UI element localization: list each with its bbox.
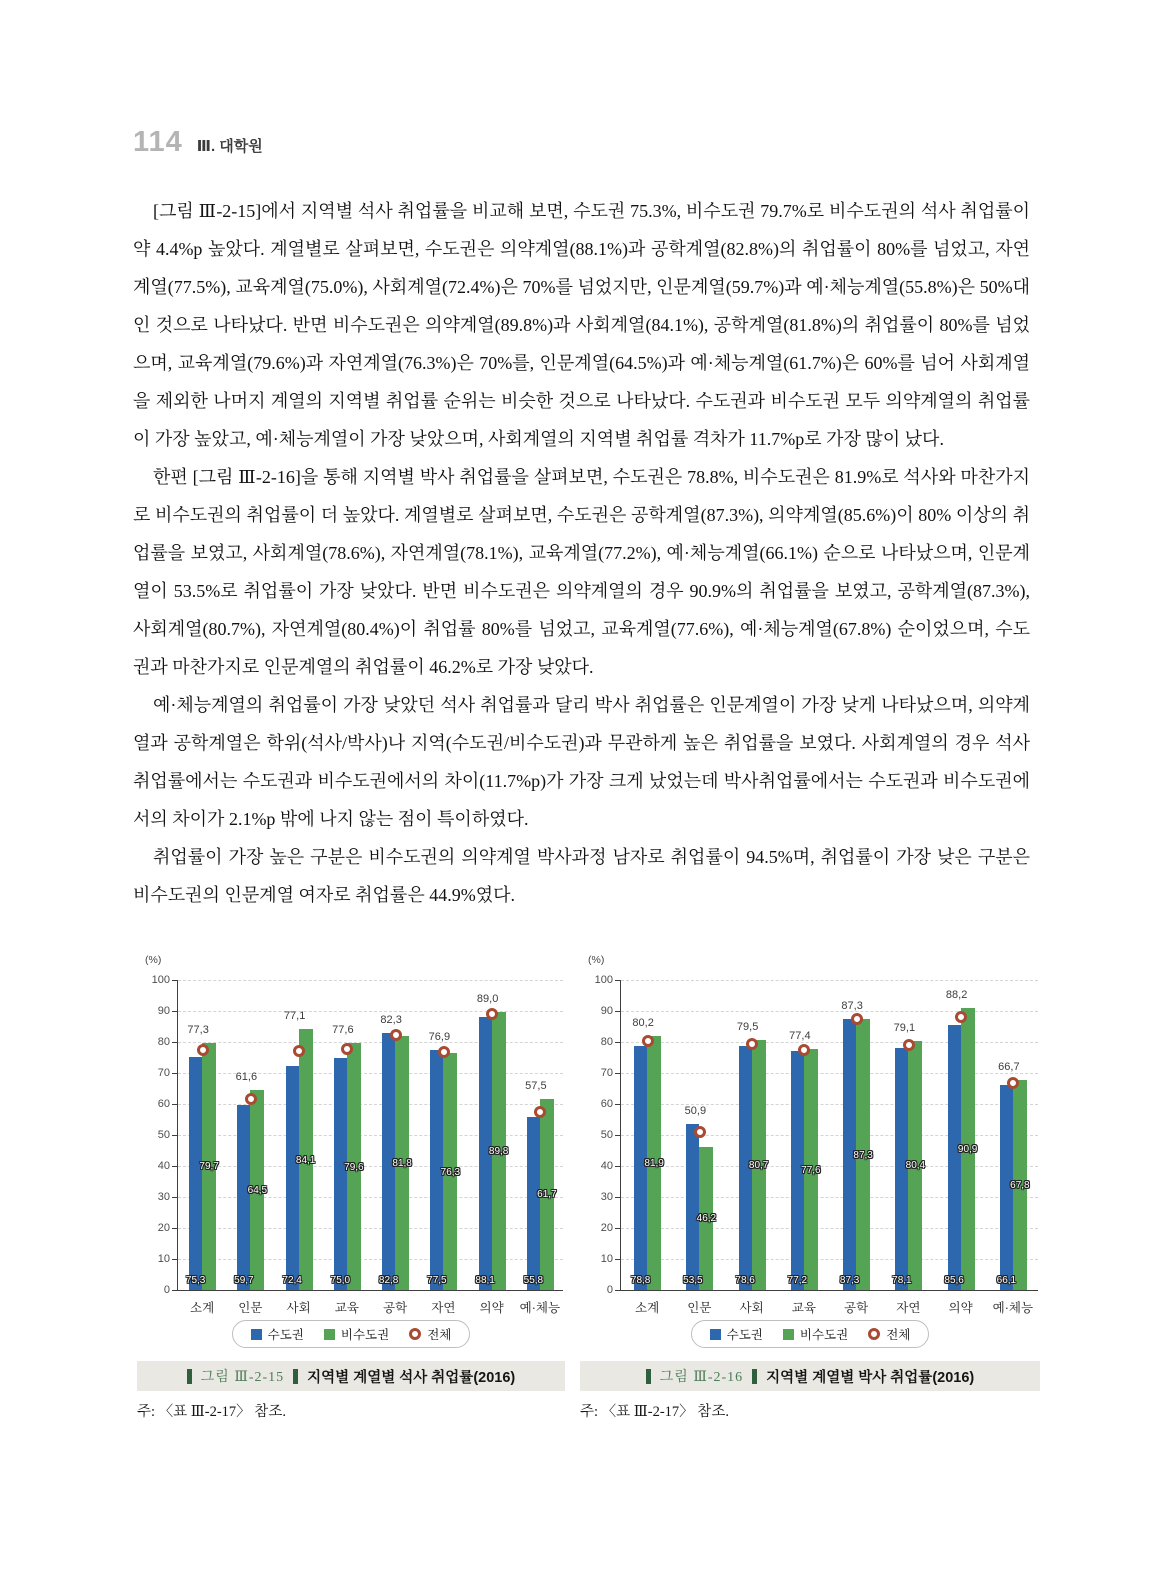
bar-수도권 bbox=[189, 1057, 202, 1290]
y-axis-tick bbox=[615, 1259, 621, 1260]
y-axis-tick bbox=[615, 980, 621, 981]
gridline bbox=[621, 1259, 1038, 1260]
bar-value-label: 75,3 bbox=[185, 1275, 206, 1286]
bar-value-label: 88,1 bbox=[475, 1275, 495, 1286]
y-axis-tick bbox=[615, 1135, 621, 1136]
caption-accent-bar bbox=[187, 1369, 192, 1384]
y-axis-tick bbox=[615, 1290, 621, 1291]
legend-item-수도권 bbox=[251, 1325, 304, 1343]
gridline bbox=[621, 1197, 1038, 1198]
total-marker bbox=[694, 1126, 706, 1138]
category-label: 교육 bbox=[791, 1301, 816, 1315]
y-tick-label: 70 bbox=[600, 1067, 613, 1079]
y-tick-label: 70 bbox=[157, 1067, 170, 1079]
category-label: 의약 bbox=[948, 1301, 973, 1315]
total-marker bbox=[955, 1011, 967, 1023]
gridline bbox=[621, 1228, 1038, 1229]
legend-label: 수도권 bbox=[726, 1328, 763, 1342]
legend-item-전체 bbox=[868, 1325, 910, 1343]
total-value-label: 57,5 bbox=[525, 1079, 547, 1092]
y-axis-tick bbox=[615, 1104, 621, 1105]
body-text bbox=[133, 192, 1030, 914]
bar-value-label: 89,8 bbox=[488, 1145, 509, 1157]
gridline bbox=[621, 1135, 1038, 1136]
bar-value-label: 87,3 bbox=[839, 1275, 860, 1286]
paragraph-2: 한편 [그림 Ⅲ-2-16]을 통해 지역별 박사 취업률을 살펴보면, 수도권은 78.8%, 비수도권은 81.9%로 석사와 마찬가지로 비수도권의 취업률이 더 높았다. 계열별로 살펴보면, 수도권은 공학계열(87.3%), 의약계열(85.6%)이 80% 이상의 취업률을 보였고, 사회계열(78.6%), 자연계열(78.1%), 교육계열(77.2%), 예·체능계열(66.1%) 순으로 나타났으며, 인문계열이 53.5%로 취업률이 가장 낮았다. 반면 비수도권은 의약계열의 경우 90.9%의 취업률을 보였고, 공학계열(87.3%), 사회계열(80.7%), 자연계열(80.4%)이 취업률 80%를 넘었고, 교육계열(77.6%), 예·체능계열(67.8%) 순이었으며, 수도권과 마찬가지로 인문계열의 취업률이 46.2%로 가장 낮았다. bbox=[133, 467, 1030, 677]
figure-title: 지역별 계열별 박사 취업률(2016) bbox=[766, 1369, 975, 1386]
total-value-label: 77,3 bbox=[187, 1023, 209, 1036]
legend-circle-swatch bbox=[868, 1328, 880, 1340]
paragraph-3: 예·체능계열의 취업률이 가장 낮았던 석사 취업률과 달리 박사 취업률은 인문계열이 가장 낮게 나타났으며, 의약계열과 공학계열은 학위(석사/박사)나 지역(수도권/비수도권)과 무관하게 높은 취업률을 보였다. 사회계열의 경우 석사취업률에서는 수도권과 비수도권에서의 차이(11.7%p)가 가장 크게 났었는데 박사취업률에서는 수도권과 비수도권에서의 차이가 2.1%p 밖에 나지 않는 점이 특이하였다. bbox=[133, 695, 1030, 829]
section-title: Ⅲ. 대학원 bbox=[196, 138, 263, 155]
y-axis-unit-label: (%) bbox=[145, 954, 162, 966]
bar-value-label: 87,3 bbox=[853, 1149, 873, 1161]
y-tick-label: 50 bbox=[157, 1129, 170, 1141]
legend-row bbox=[137, 1320, 565, 1348]
bar-value-label: 53,5 bbox=[683, 1275, 703, 1286]
bar-value-label: 72,4 bbox=[282, 1275, 302, 1286]
total-marker bbox=[197, 1044, 209, 1056]
figure-masters-employment bbox=[137, 953, 565, 1421]
bar-value-label: 59,7 bbox=[234, 1275, 254, 1286]
total-value-label: 82,3 bbox=[380, 1014, 402, 1027]
y-tick-label: 20 bbox=[600, 1222, 613, 1234]
bar-수도권 bbox=[527, 1117, 540, 1290]
figure-caption bbox=[137, 1361, 565, 1391]
figure-word: 그림 bbox=[659, 1370, 689, 1385]
y-axis-tick bbox=[615, 1166, 621, 1167]
bar-value-label: 61,7 bbox=[537, 1189, 557, 1201]
y-tick-label: 90 bbox=[157, 1005, 170, 1017]
bar-value-label: 67,8 bbox=[1010, 1179, 1030, 1191]
total-marker bbox=[245, 1093, 257, 1105]
y-axis-tick bbox=[172, 1166, 178, 1167]
bar-value-label: 85,6 bbox=[944, 1275, 964, 1286]
bar-value-label: 79,7 bbox=[199, 1161, 219, 1173]
total-value-label: 88,2 bbox=[945, 989, 968, 1002]
legend-square-swatch bbox=[324, 1329, 335, 1340]
caption-accent-bar bbox=[646, 1369, 651, 1384]
figure-note: 주: 〈표 Ⅲ-2-17〉 참조. bbox=[137, 1404, 286, 1420]
bar-value-label: 75,0 bbox=[330, 1275, 351, 1286]
y-tick-label: 80 bbox=[157, 1036, 170, 1048]
figure-word: 그림 bbox=[200, 1370, 230, 1385]
y-tick-label: 20 bbox=[157, 1222, 170, 1234]
total-value-label: 79,5 bbox=[736, 1020, 759, 1033]
bar-value-label: 82,8 bbox=[378, 1275, 399, 1286]
legend-item-수도권 bbox=[710, 1325, 763, 1343]
y-axis-tick bbox=[172, 1228, 178, 1229]
y-axis-tick bbox=[172, 1011, 178, 1012]
y-tick-label: 0 bbox=[163, 1284, 170, 1296]
total-value-label: 87,3 bbox=[841, 1000, 863, 1013]
category-label: 예·체능 bbox=[992, 1301, 1034, 1315]
y-tick-label: 0 bbox=[606, 1284, 613, 1296]
y-axis-unit-label: (%) bbox=[588, 954, 605, 966]
y-tick-label: 10 bbox=[157, 1253, 170, 1265]
plot-area bbox=[151, 974, 563, 1315]
category-label: 소계 bbox=[190, 1301, 215, 1315]
gridline bbox=[621, 980, 1038, 981]
y-axis-tick bbox=[615, 1073, 621, 1074]
legend-item-비수도권 bbox=[324, 1325, 389, 1343]
total-value-label: 66,7 bbox=[998, 1060, 1020, 1073]
legend-circle-swatch bbox=[409, 1328, 421, 1340]
masters-employment-chart bbox=[137, 953, 565, 1318]
y-axis-tick bbox=[172, 980, 178, 981]
caption-accent-bar bbox=[752, 1369, 757, 1384]
bar-value-label: 76,3 bbox=[440, 1166, 461, 1178]
legend-row bbox=[580, 1320, 1040, 1348]
y-tick-label: 30 bbox=[157, 1191, 170, 1203]
y-axis-tick bbox=[172, 1042, 178, 1043]
y-axis-tick bbox=[172, 1290, 178, 1291]
y-axis-tick bbox=[615, 1042, 621, 1043]
bar-수도권 bbox=[237, 1105, 250, 1290]
total-marker bbox=[746, 1038, 758, 1050]
total-marker bbox=[851, 1013, 863, 1025]
y-tick-label: 60 bbox=[600, 1098, 613, 1110]
gridline bbox=[178, 980, 563, 981]
total-value-label: 50,9 bbox=[684, 1105, 707, 1118]
legend-square-swatch bbox=[710, 1329, 721, 1340]
category-label: 자연 bbox=[431, 1301, 456, 1315]
y-tick-label: 40 bbox=[157, 1160, 170, 1172]
category-label: 사회 bbox=[286, 1301, 311, 1315]
legend-label: 비수도권 bbox=[340, 1328, 390, 1342]
total-value-label: 80,2 bbox=[632, 1017, 654, 1030]
y-tick-label: 100 bbox=[151, 974, 170, 986]
bar-value-label: 79,6 bbox=[344, 1161, 364, 1173]
bar-수도권 bbox=[286, 1066, 299, 1290]
legend-label: 전체 bbox=[886, 1328, 911, 1342]
bar-수도권 bbox=[334, 1058, 347, 1291]
legend-item-전체 bbox=[409, 1325, 451, 1343]
legend-label: 수도권 bbox=[267, 1328, 304, 1342]
total-marker bbox=[903, 1039, 915, 1051]
figure-number: Ⅲ-2-16 bbox=[693, 1370, 744, 1385]
y-tick-label: 60 bbox=[157, 1098, 170, 1110]
y-tick-label: 10 bbox=[600, 1253, 613, 1265]
legend-label: 전체 bbox=[427, 1328, 452, 1342]
chart-legend bbox=[691, 1320, 930, 1348]
caption-accent-bar bbox=[293, 1369, 298, 1384]
category-label: 사회 bbox=[739, 1301, 764, 1315]
page-number: 114 bbox=[133, 126, 183, 158]
bar-value-label: 81,8 bbox=[392, 1158, 412, 1170]
doctors-employment-chart bbox=[580, 953, 1040, 1318]
y-axis-tick bbox=[172, 1135, 178, 1136]
paragraph-4: 취업률이 가장 높은 구분은 비수도권의 의약계열 박사과정 남자로 취업률이 94.5%며, 취업률이 가장 낮은 구분은 비수도권의 인문계열 여자로 취업률은 44.9%였다. bbox=[133, 847, 1030, 905]
bar-value-label: 77,6 bbox=[801, 1164, 821, 1176]
legend-item-비수도권 bbox=[783, 1325, 848, 1343]
bar-수도권 bbox=[948, 1025, 961, 1290]
legend-square-swatch bbox=[783, 1329, 794, 1340]
y-axis-tick bbox=[615, 1197, 621, 1198]
y-tick-label: 40 bbox=[600, 1160, 613, 1172]
category-label: 예·체능 bbox=[519, 1301, 561, 1315]
bar-value-label: 80,7 bbox=[748, 1159, 769, 1171]
total-value-label: 61,6 bbox=[235, 1071, 258, 1084]
bar-value-label: 77,5 bbox=[427, 1275, 447, 1286]
legend-label: 비수도권 bbox=[799, 1328, 849, 1342]
bar-value-label: 81,9 bbox=[644, 1158, 664, 1170]
bar-value-label: 77,2 bbox=[787, 1275, 808, 1286]
category-label: 공학 bbox=[844, 1301, 869, 1315]
bar-value-label: 66,1 bbox=[996, 1275, 1017, 1286]
total-value-label: 77,4 bbox=[789, 1030, 811, 1043]
y-axis-tick bbox=[615, 1011, 621, 1012]
y-axis-tick bbox=[615, 1228, 621, 1229]
bar-value-label: 78,6 bbox=[735, 1275, 755, 1286]
y-tick-label: 30 bbox=[600, 1191, 613, 1203]
figure-note: 주: 〈표 Ⅲ-2-17〉 참조. bbox=[580, 1404, 729, 1420]
bar-value-label: 78,1 bbox=[892, 1275, 912, 1286]
y-tick-label: 50 bbox=[600, 1129, 613, 1141]
bar-value-label: 80,4 bbox=[905, 1160, 926, 1172]
legend-square-swatch bbox=[251, 1329, 262, 1340]
y-axis-tick bbox=[172, 1197, 178, 1198]
category-label: 교육 bbox=[334, 1301, 359, 1315]
y-tick-label: 100 bbox=[594, 974, 613, 986]
paragraph-1: [그림 Ⅲ-2-15]에서 지역별 석사 취업률을 비교해 보면, 수도권 75.3%, 비수도권 79.7%로 비수도권의 석사 취업률이 약 4.4%p 높았다. 계열별로 살펴보면, 수도권은 의약계열(88.1%)과 공학계열(82.8%)의 취업률이 80%를 넘었고, 자연계열(77.5%), 교육계열(75.0%), 사회계열(72.4%)은 70%를 넘었지만, 인문계열(59.7%)과 예·체능계열(55.8%)은 50%대인 것으로 나타났다. 반면 비수도권은 의약계열(89.8%)과 사회계열(84.1%), 공학계열(81.8%)의 취업률이 80%를 넘었으며, 교육계열(79.6%)과 자연계열(76.3%)은 70%를, 인문계열(64.5%)과 예·체능계열(61.7%)은 60%를 넘어 사회계열을 제외한 나머지 계열의 지역별 취업률 순위는 비슷한 것으로 나타났다. 수도권과 비수도권 모두 의약계열의 취업률이 가장 높았고, 예·체능계열이 가장 낮았으며, 사회계열의 지역별 취업률 격차가 11.7%p로 가장 많이 났다. bbox=[133, 201, 1030, 449]
chart-legend bbox=[232, 1320, 471, 1348]
total-value-label: 77,1 bbox=[283, 1010, 306, 1023]
bar-value-label: 64,5 bbox=[247, 1185, 268, 1197]
bar-value-label: 78,8 bbox=[630, 1275, 651, 1286]
total-marker bbox=[642, 1035, 654, 1047]
y-axis-tick bbox=[172, 1104, 178, 1105]
bar-value-label: 90,9 bbox=[957, 1144, 978, 1156]
bar-value-label: 55,8 bbox=[523, 1275, 544, 1286]
bar-value-label: 84,1 bbox=[295, 1154, 316, 1166]
total-value-label: 89,0 bbox=[476, 992, 499, 1005]
gridline bbox=[621, 1073, 1038, 1074]
figure-label bbox=[201, 1366, 284, 1386]
category-label: 소계 bbox=[635, 1301, 660, 1315]
y-tick-label: 80 bbox=[600, 1036, 613, 1048]
page-header bbox=[133, 126, 263, 159]
total-value-label: 77,6 bbox=[332, 1024, 354, 1037]
y-axis-tick bbox=[172, 1073, 178, 1074]
plot-area bbox=[594, 974, 1038, 1315]
total-marker bbox=[438, 1046, 450, 1058]
total-value-label: 76,9 bbox=[428, 1030, 451, 1043]
total-value-label: 79,1 bbox=[893, 1021, 916, 1034]
figure-caption bbox=[580, 1361, 1040, 1391]
bar-수도권 bbox=[686, 1124, 699, 1290]
total-marker bbox=[390, 1029, 402, 1041]
category-label: 자연 bbox=[896, 1301, 921, 1315]
y-tick-label: 90 bbox=[600, 1005, 613, 1017]
bar-value-label: 46,2 bbox=[696, 1213, 717, 1225]
figure-number: Ⅲ-2-15 bbox=[234, 1370, 285, 1385]
category-label: 인문 bbox=[687, 1301, 712, 1315]
figure-title: 지역별 계열별 석사 취업률(2016) bbox=[307, 1369, 516, 1386]
figure-label bbox=[660, 1366, 743, 1386]
y-axis-tick bbox=[172, 1259, 178, 1260]
figure-doctors-employment bbox=[580, 953, 1040, 1421]
category-label: 의약 bbox=[479, 1301, 504, 1315]
category-label: 공학 bbox=[383, 1301, 408, 1315]
category-label: 인문 bbox=[238, 1301, 263, 1315]
